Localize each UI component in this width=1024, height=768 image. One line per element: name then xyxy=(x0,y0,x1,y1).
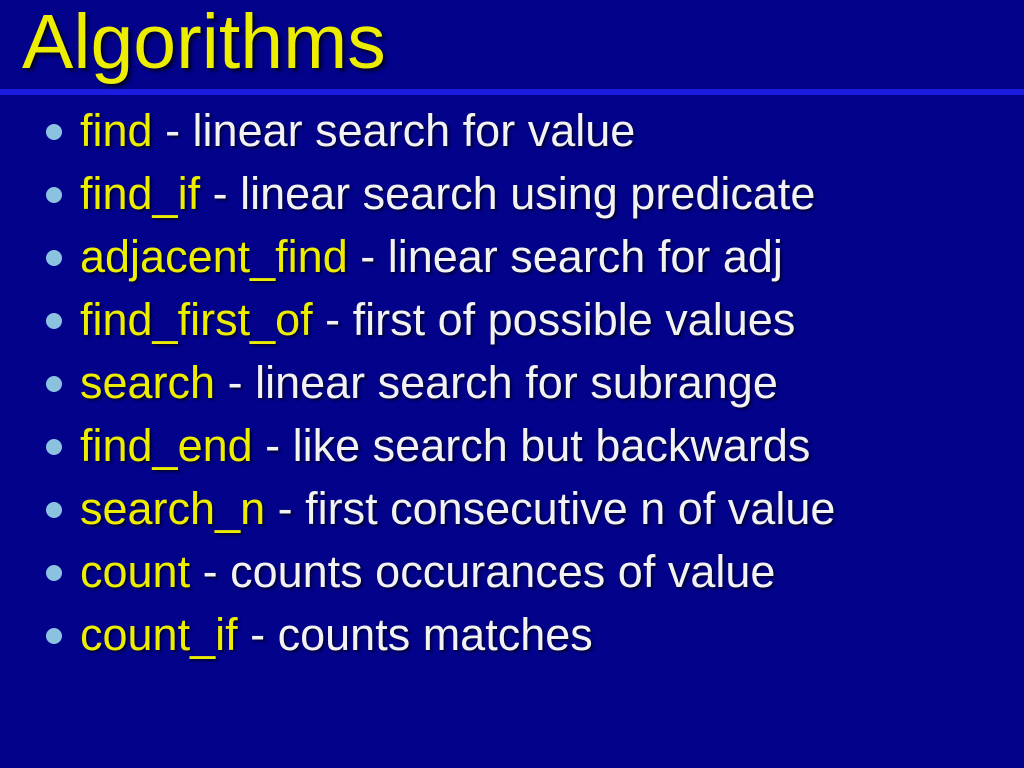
list-item xyxy=(0,288,1024,351)
bullet-icon xyxy=(46,313,62,329)
bullet-icon xyxy=(46,187,62,203)
algorithm-description: - like search but backwards xyxy=(252,420,811,471)
algorithm-name: find_if xyxy=(80,168,201,219)
list-item xyxy=(0,414,1024,477)
algorithm-name: search xyxy=(80,357,216,408)
algorithm-name: count xyxy=(80,546,191,597)
bullet-icon xyxy=(46,439,62,455)
list-item xyxy=(0,540,1024,603)
list-item-text xyxy=(80,168,816,219)
list-item-text xyxy=(80,609,593,660)
algorithm-description: - counts matches xyxy=(237,609,593,660)
algorithm-name: search_n xyxy=(80,483,266,534)
bullet-icon xyxy=(46,502,62,518)
bullet-icon xyxy=(46,628,62,644)
list-item-text xyxy=(80,483,836,534)
algorithm-description: - linear search for subrange xyxy=(215,357,778,408)
algorithm-description: - counts occurances of value xyxy=(190,546,776,597)
slide-title: Algorithms xyxy=(22,0,386,85)
algorithm-description: - linear search using predicate xyxy=(200,168,816,219)
list-item-text xyxy=(80,546,776,597)
list-item xyxy=(0,225,1024,288)
algorithm-name: adjacent_find xyxy=(80,231,348,282)
list-item xyxy=(0,162,1024,225)
algorithm-list xyxy=(0,99,1024,666)
algorithm-name: find xyxy=(80,105,153,156)
list-item xyxy=(0,99,1024,162)
algorithm-name: find_first_of xyxy=(80,294,313,345)
list-item-text xyxy=(80,420,811,471)
bullet-icon xyxy=(46,565,62,581)
list-item xyxy=(0,351,1024,414)
title-underline-rule xyxy=(0,89,1024,95)
algorithm-description: - first of possible values xyxy=(312,294,796,345)
algorithm-description: - linear search for value xyxy=(152,105,636,156)
list-item xyxy=(0,603,1024,666)
algorithm-description: - first consecutive n of value xyxy=(265,483,836,534)
list-item-text xyxy=(80,231,783,282)
bullet-icon xyxy=(46,376,62,392)
list-item xyxy=(0,477,1024,540)
bullet-icon xyxy=(46,250,62,266)
algorithm-name: find_end xyxy=(80,420,253,471)
list-item-text xyxy=(80,357,778,408)
list-item-text xyxy=(80,105,636,156)
bullet-icon xyxy=(46,124,62,140)
list-item-text xyxy=(80,294,796,345)
algorithm-name: count_if xyxy=(80,609,238,660)
algorithm-description: - linear search for adj xyxy=(347,231,783,282)
